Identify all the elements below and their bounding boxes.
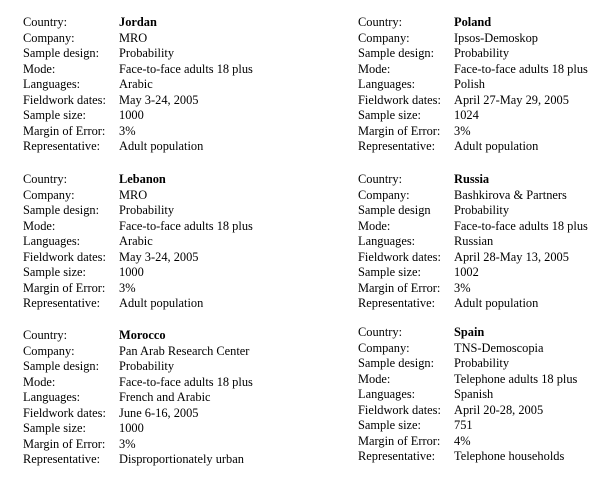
sample-size-value: 1000 <box>119 421 144 436</box>
company-label: Company: <box>23 30 75 45</box>
company-value: Bashkirova & Partners <box>454 187 567 202</box>
representative-label: Representative: <box>358 449 436 464</box>
fieldwork-dates-label: Fieldwork dates: <box>23 405 106 420</box>
representative-label: Representative: <box>358 296 436 311</box>
country-label: Country: <box>358 15 403 29</box>
company-value: Ipsos-Demoskop <box>454 30 538 45</box>
mode-label: Mode: <box>23 218 56 233</box>
sample-size-label: Sample size: <box>23 265 86 280</box>
mode-label: Mode: <box>23 374 56 389</box>
mode-label: Mode: <box>358 371 391 386</box>
sample-design-label: Sample design: <box>23 46 100 61</box>
country-label: Country: <box>358 325 403 339</box>
sample-size-value: 1000 <box>119 108 144 123</box>
margin-of-error-label: Margin of Error: <box>358 280 441 295</box>
margin-of-error-value: 3% <box>454 123 471 138</box>
sample-size-value: 1002 <box>454 265 479 280</box>
fieldwork-dates-value: June 6-16, 2005 <box>119 405 199 420</box>
mode-value: Face-to-face adults 18 plus <box>454 61 588 76</box>
country-value: Spain <box>454 325 485 339</box>
fieldwork-dates-label: Fieldwork dates: <box>358 249 441 264</box>
representative-value: Telephone households <box>454 449 565 464</box>
languages-label: Languages: <box>23 390 81 405</box>
sample-design-label: Sample design: <box>358 356 435 371</box>
mode-value: Face-to-face adults 18 plus <box>119 218 253 233</box>
country-label: Country: <box>23 328 68 342</box>
representative-label: Representative: <box>358 139 436 154</box>
mode-value: Face-to-face adults 18 plus <box>119 374 253 389</box>
company-value: Pan Arab Research Center <box>119 343 250 358</box>
margin-of-error-value: 4% <box>454 433 471 448</box>
fieldwork-dates-value: April 20-28, 2005 <box>454 402 544 417</box>
sample-size-label: Sample size: <box>358 418 421 433</box>
margin-of-error-label: Margin of Error: <box>358 433 441 448</box>
mode-value: Telephone adults 18 plus <box>454 371 578 386</box>
sample-size-value: 1000 <box>119 265 144 280</box>
languages-value: Spanish <box>454 387 494 402</box>
country-value: Russia <box>454 172 490 186</box>
country-value: Lebanon <box>119 172 166 186</box>
company-label: Company: <box>23 187 75 202</box>
country-value: Jordan <box>119 15 157 29</box>
representative-label: Representative: <box>23 296 101 311</box>
representative-value: Adult population <box>454 296 539 311</box>
company-value: MRO <box>119 30 148 45</box>
sample-design-label: Sample design: <box>23 203 100 218</box>
languages-value: Russian <box>454 234 494 249</box>
representative-label: Representative: <box>23 139 101 154</box>
sample-design-label: Sample design <box>358 203 431 218</box>
margin-of-error-value: 3% <box>119 436 136 451</box>
sample-design-value: Probability <box>119 359 175 374</box>
languages-label: Languages: <box>23 77 81 92</box>
margin-of-error-value: 3% <box>119 123 136 138</box>
fieldwork-dates-value: May 3-24, 2005 <box>119 92 199 107</box>
sample-size-value: 1024 <box>454 108 479 123</box>
mode-label: Mode: <box>23 61 56 76</box>
fieldwork-dates-label: Fieldwork dates: <box>358 402 441 417</box>
company-label: Company: <box>358 187 410 202</box>
mode-value: Face-to-face adults 18 plus <box>454 218 588 233</box>
fieldwork-dates-value: April 28-May 13, 2005 <box>454 249 569 264</box>
representative-value: Disproportionately urban <box>119 452 244 467</box>
margin-of-error-label: Margin of Error: <box>23 436 106 451</box>
country-value: Poland <box>454 15 492 29</box>
country-value: Morocco <box>119 328 166 342</box>
margin-of-error-value: 3% <box>454 280 471 295</box>
fieldwork-dates-value: April 27-May 29, 2005 <box>454 92 569 107</box>
representative-value: Adult population <box>119 139 204 154</box>
representative-value: Adult population <box>454 139 539 154</box>
sample-design-label: Sample design: <box>23 359 100 374</box>
languages-value: Polish <box>454 77 485 92</box>
sample-design-value: Probability <box>454 46 510 61</box>
languages-value: Arabic <box>119 234 153 249</box>
sample-design-value: Probability <box>454 356 510 371</box>
company-label: Company: <box>358 340 410 355</box>
margin-of-error-value: 3% <box>119 280 136 295</box>
fieldwork-dates-label: Fieldwork dates: <box>23 92 106 107</box>
margin-of-error-label: Margin of Error: <box>23 123 106 138</box>
languages-label: Languages: <box>358 387 416 402</box>
margin-of-error-label: Margin of Error: <box>23 280 106 295</box>
mode-label: Mode: <box>358 61 391 76</box>
sample-design-value: Probability <box>454 203 510 218</box>
country-label: Country: <box>23 15 68 29</box>
company-label: Company: <box>23 343 75 358</box>
company-value: MRO <box>119 187 148 202</box>
fieldwork-dates-label: Fieldwork dates: <box>358 92 441 107</box>
languages-value: Arabic <box>119 77 153 92</box>
country-label: Country: <box>23 172 68 186</box>
sample-size-value: 751 <box>454 418 473 433</box>
languages-label: Languages: <box>358 77 416 92</box>
company-label: Company: <box>358 30 410 45</box>
languages-label: Languages: <box>23 234 81 249</box>
margin-of-error-label: Margin of Error: <box>358 123 441 138</box>
mode-value: Face-to-face adults 18 plus <box>119 61 253 76</box>
sample-design-value: Probability <box>119 203 175 218</box>
fieldwork-dates-label: Fieldwork dates: <box>23 249 106 264</box>
representative-value: Adult population <box>119 296 204 311</box>
sample-design-value: Probability <box>119 46 175 61</box>
mode-label: Mode: <box>358 218 391 233</box>
languages-label: Languages: <box>358 234 416 249</box>
sample-size-label: Sample size: <box>358 108 421 123</box>
sample-size-label: Sample size: <box>23 421 86 436</box>
languages-value: French and Arabic <box>119 390 211 405</box>
fieldwork-dates-value: May 3-24, 2005 <box>119 249 199 264</box>
representative-label: Representative: <box>23 452 101 467</box>
sample-size-label: Sample size: <box>23 108 86 123</box>
country-label: Country: <box>358 172 403 186</box>
sample-size-label: Sample size: <box>358 265 421 280</box>
sample-design-label: Sample design: <box>358 46 435 61</box>
company-value: TNS-Demoscopia <box>454 340 544 355</box>
